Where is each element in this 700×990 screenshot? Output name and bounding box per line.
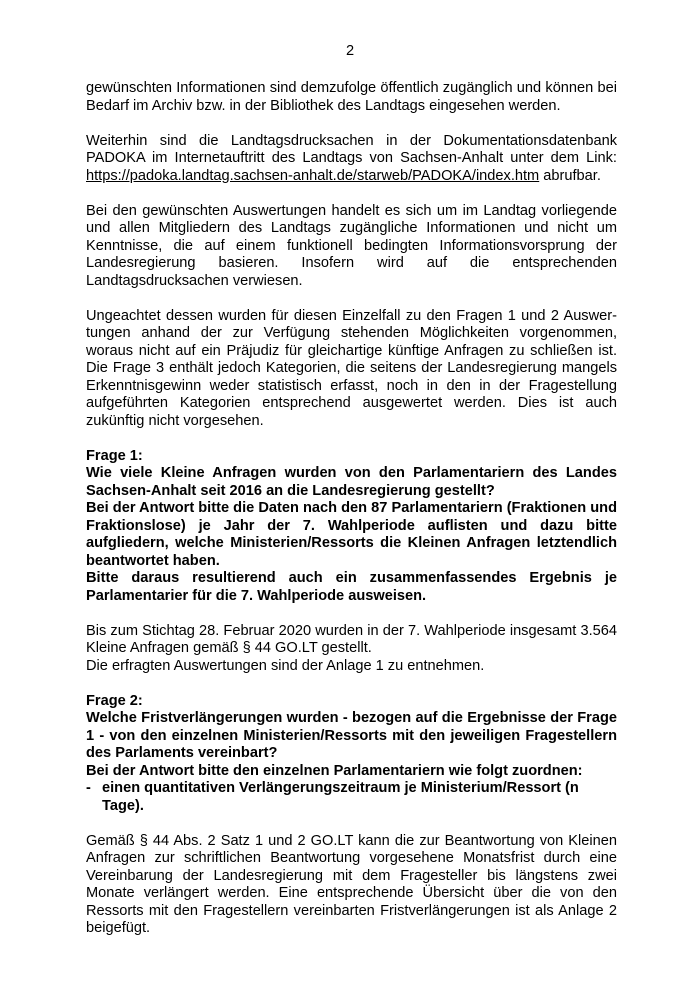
bullet-dash: - bbox=[86, 780, 91, 796]
page-number: 2 bbox=[345, 43, 355, 59]
frage1-heading: Frage 1: bbox=[86, 447, 143, 464]
frage1-question-2: Bei der Antwort bitte die Daten nach den 87 Parlamentariern (Fraktionen und Fraktionslose) je Jahr der 7. Wahlperiode auflisten und dazu bitte aufgliedern, welche Ministerien/Ressorts die Kleinen Anfragen letztendlich beantwortet haben. bbox=[86, 500, 617, 569]
frage1-question-3: Bitte daraus resultierend auch ein zusammenfassendes Ergebnis je Parlamentarier für die 7. Wahlperiode ausweisen. bbox=[86, 570, 617, 604]
frage2-bullet-item bbox=[86, 780, 617, 815]
frage1-question-1: Wie viele Kleine Anfragen wurden von den Parlamentariern des Landes Sachsen-Anhalt seit 2016 an die Landesregierung gestellt? bbox=[86, 465, 617, 499]
intro-paragraph-4: Ungeachtet dessen wurden für diesen Einzelfall zu den Fragen 1 und 2 Auswertungen anhand der zur Verfügung stehenden Möglichkeiten vorgenommen, woraus nicht auf ein Präjudiz für gleichartige künftige Anfragen zu schließen ist. Die Frage 3 enthält jedoch Kategorien, die seitens der Landesregierung mangels Erkenntnisgewinn weder statistisch erfasst, noch in den in der Fragestellung aufgeführten Kategorien entsprechend ausgewertet werden. Dies ist auch zukünftig nicht vorgesehen. bbox=[86, 307, 617, 429]
frage1-answer-2: Die erfragten Auswertungen sind der Anlage 1 zu entnehmen. bbox=[86, 657, 485, 674]
padoka-link[interactable]: https://padoka.landtag.sachsen-anhalt.de/starweb/PADOKA/index.htm bbox=[86, 167, 540, 184]
padoka-text-after: abrufbar. bbox=[539, 167, 601, 184]
intro-paragraph-3: Bei den gewünschten Auswertungen handelt es sich um im Landtag vorliegende und allen Mitgliedern des Landtags zugängliche Informationen und nicht um Kenntnisse, die auf einem funktionell bedingten Informationsvorsprung der Landesregierung basieren. Insofern wird auf die entsprechenden Landtagsdrucksachen verwiesen. bbox=[86, 202, 617, 289]
intro-paragraph-1: gewünschten Informationen sind demzufolge öffentlich zugänglich und können bei Bedarf im Archiv bzw. in der Bibliothek des Landtags eingesehen werden. bbox=[86, 80, 617, 114]
bullet-text: einen quantitativen Verlängerungszeitraum je Ministerium/Ressort (n Tage). bbox=[102, 780, 579, 814]
page-content bbox=[86, 80, 617, 938]
frage1-answer-1: Bis zum Stichtag 28. Februar 2020 wurden in der 7. Wahlperiode insgesamt 3.564 Kleine Anfragen gemäß § 44 GO.LT gestellt. bbox=[86, 622, 617, 656]
frage2-question-1: Welche Fristverlängerungen wurden - bezogen auf die Ergebnisse der Frage 1 - von den einzelnen Ministerien/Ressorts mit den jeweiligen Fragestellern des Parlaments vereinbart? bbox=[86, 710, 617, 761]
frage2-heading: Frage 2: bbox=[86, 692, 143, 709]
frage2-answer: Gemäß § 44 Abs. 2 Satz 1 und 2 GO.LT kann die zur Beantwortung von Kleinen Anfragen zur schriftlichen Beantwortung vorgesehene Monatsfrist durch eine Vereinbarung der Landesregierung mit dem Fragesteller bis längstens zwei Monate verlängert werden. Eine entsprechende Übersicht über die von den Ressorts mit den Fragestellern vereinbarten Fristverlängerungen ist als Anlage 2 beigefügt. bbox=[86, 832, 617, 936]
padoka-text: Weiterhin sind die Landtagsdrucksachen in der Dokumentationsdatenbank PADOKA im Internetauftritt des Landtags von Sachsen-Anhalt unter dem Link: bbox=[86, 132, 617, 166]
intro-paragraph-2 bbox=[86, 133, 617, 186]
frage2-question-2: Bei der Antwort bitte den einzelnen Parlamentariern wie folgt zuordnen: bbox=[86, 762, 583, 779]
